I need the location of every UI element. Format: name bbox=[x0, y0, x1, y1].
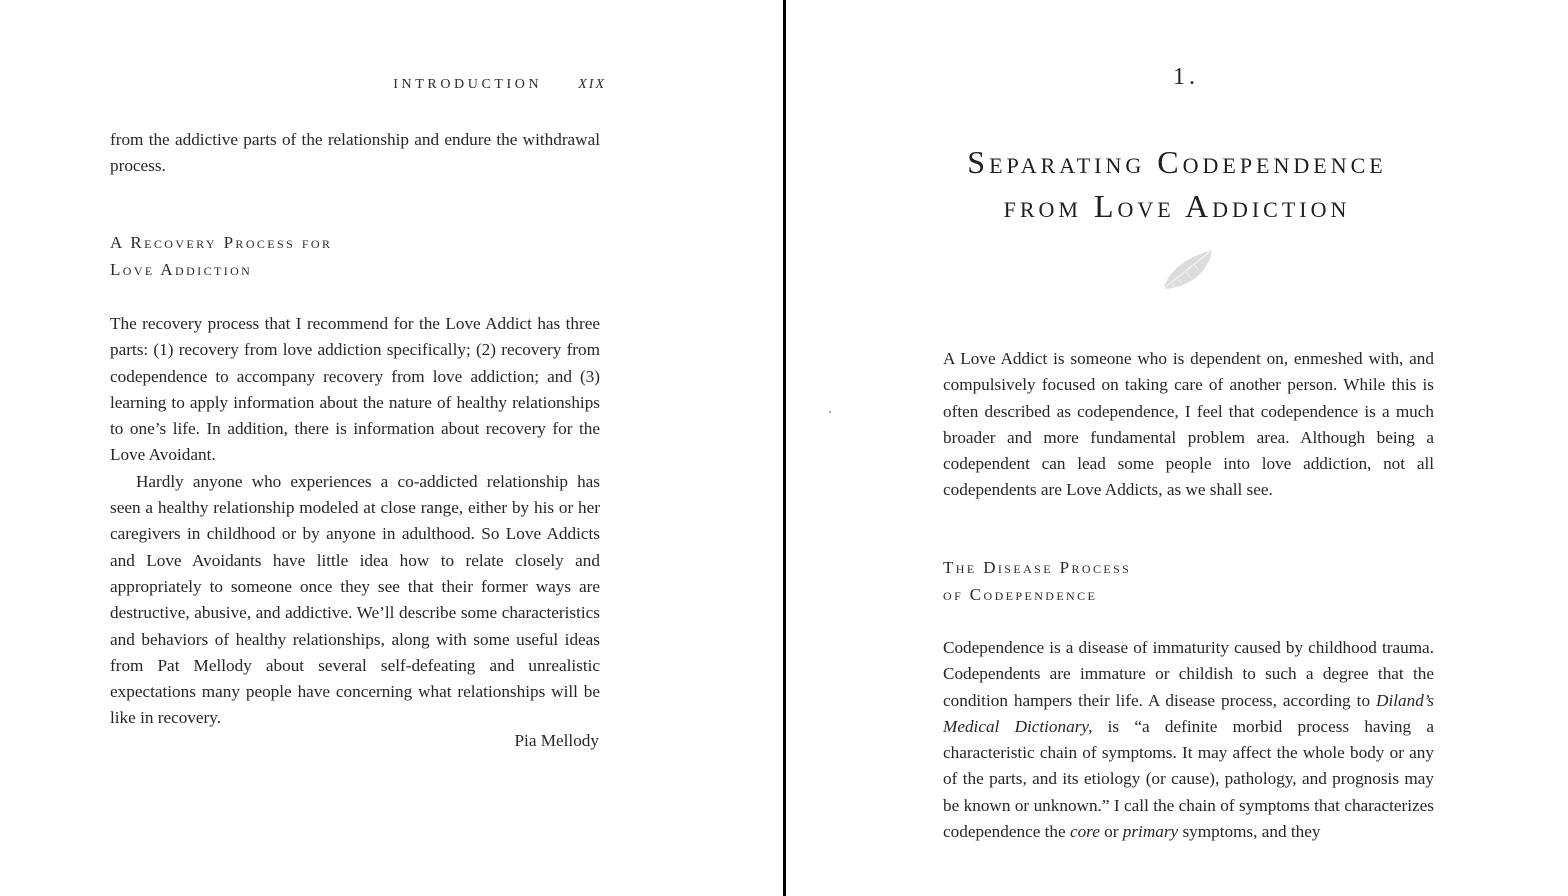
right-page bbox=[786, 0, 1568, 896]
section-heading-line2: Love Addiction bbox=[110, 259, 253, 279]
section-heading bbox=[110, 230, 332, 283]
chapter-title-line2: from Love Addiction bbox=[1003, 188, 1351, 224]
chapter-title-line1: Separating Codependence bbox=[967, 144, 1387, 180]
paragraph: The recovery process that I recommend for the Love Addict has three parts: (1) recovery from love addiction specifically; (2) recovery from codependence to accompany recovery from love addiction; and (3) learning to apply information about the nature of healthy relationships to one’s life. In addition, there is information about recovery for the Love Avoidant. bbox=[110, 314, 600, 465]
author-signature: Pia Mellody bbox=[514, 731, 599, 750]
section-heading-line2: of Codependence bbox=[943, 584, 1098, 604]
emphasis-term: core bbox=[1069, 822, 1100, 842]
section-heading bbox=[943, 555, 1131, 608]
section-heading-line1: A Recovery Process for bbox=[110, 233, 333, 252]
section-heading-line1: The Disease Process bbox=[943, 558, 1132, 577]
chapter-title bbox=[786, 140, 1568, 228]
emphasis-term: primary bbox=[1122, 822, 1179, 842]
paragraph: Hardly anyone who experiences a co-addicted relationship has seen a healthy relationship modeled at close range, either by his or her caregivers in childhood or by anyone in adulthood. So Love Addicts and Love Avoidants have little idea how to relate closely and appropriately to someone once they see that their former ways are destructive, abusive, and addictive. We’ll describe some characteristics and behaviors of healthy relationships, along with some useful ideas from Pat Mellody about several self-defeating and unrealistic expectations many people have concerning what relationships will be like in recovery. bbox=[110, 471, 600, 728]
running-head bbox=[110, 77, 606, 93]
continuation-paragraph: from the addictive parts of the relationship and endure the withdrawal process. bbox=[110, 130, 600, 176]
left-page bbox=[0, 0, 783, 896]
page-number: XIX bbox=[578, 77, 606, 92]
chapter-number: 1. bbox=[1173, 64, 1199, 90]
dictionary-reference: Diland’s Medical Dictionary, bbox=[943, 690, 1434, 736]
chapter-intro bbox=[943, 346, 1434, 504]
paragraph: Codependence is a disease of immaturity caused by childhood trauma. Codependents are immature or childish to such a degree that the condition hampers their life. A disease process, according to Diland’s Medical Dictionary, is “a definite morbid process having a characteristic chain of symptoms. It may affect the whole body or any of the parts, and its etiology (or cause), pathology, and prognosis may be known or unknown.” I call the chain of symptoms that characterizes codependence the core or primary symptoms, and they bbox=[943, 638, 1434, 842]
paragraph: A Love Addict is someone who is dependent on, enmeshed with, and compulsively focused on taking care of another person. While this is often described as codependence, I feel that codependence is a much broader and more fundamental problem area. Although being a codependent can lead some people into love addiction, not all codependents are Love Addicts, as we shall see. bbox=[943, 349, 1434, 500]
body-text bbox=[943, 635, 1434, 845]
leaf-icon bbox=[1158, 246, 1218, 294]
body-text bbox=[110, 311, 600, 732]
scan-speck bbox=[829, 411, 831, 413]
running-head-title: INTRODUCTION bbox=[393, 77, 543, 92]
